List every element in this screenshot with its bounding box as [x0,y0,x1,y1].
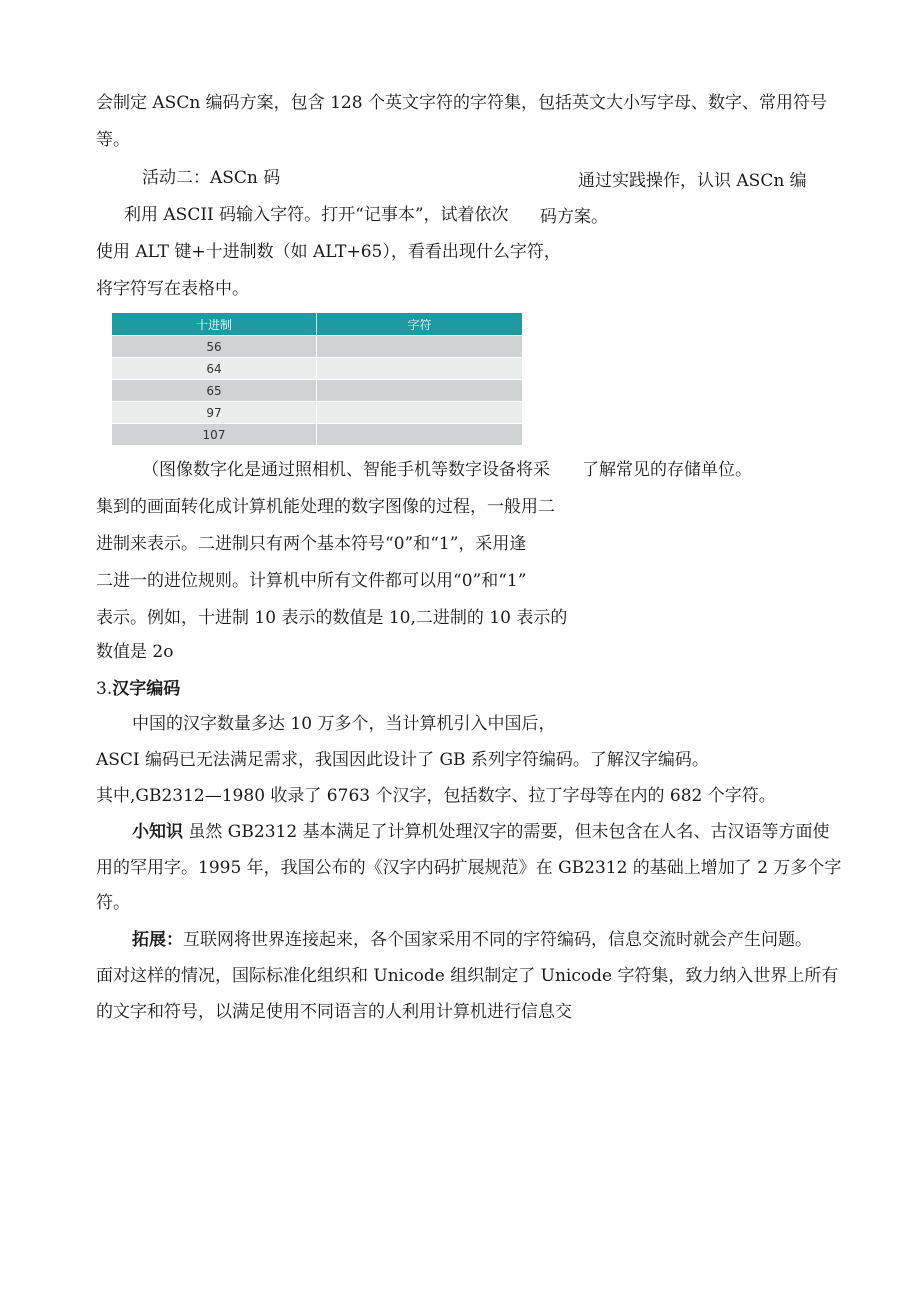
table-row [112,424,522,446]
header-char: 字符 [317,313,523,336]
char-cell[interactable] [317,380,523,402]
extension-line-1 [132,929,812,951]
section-3-heading [96,678,180,700]
section-3-number: 3. [96,679,113,699]
tip-text-1: 虽然 GB2312 基本满足了计算机处理汉字的需要，但未包含在人名、古汉语等方面使 [183,822,830,842]
decimal-cell: 65 [112,380,317,402]
table-row [112,336,522,358]
char-cell[interactable] [317,424,523,446]
storage-unit-note: 了解常见的存储单位。 [582,460,752,480]
digitization-line-5: 表示。例如，十进制 10 表示的数值是 10,二进制的 10 表示的 [96,608,568,628]
extension-label: 拓展： [132,930,183,950]
tip-line-1 [132,821,830,843]
section-3-line-3: 其中,GB2312—1980 收录了 6763 个汉字，包括数字、拉丁字母等在内的 682 个字符。 [96,786,776,806]
activity-text-line-2: 使用 ALT 键+十进制数（如 ALT+65），看看出现什么字符， [96,242,561,262]
intro-line-2: 等。 [96,130,130,150]
tip-line-2: 用的罕用字。1995 年，我国公布的《汉字内码扩展规范》在 GB2312 的基础上增加了 2 万多个字 [96,858,842,878]
decimal-cell: 97 [112,402,317,424]
extension-text-1: 互联网将世界连接起来，各个国家采用不同的字符编码，信息交流时就会产生问题。 [183,930,812,950]
header-decimal: 十进制 [112,313,317,336]
intro-line-1: 会制定 ASCn 编码方案，包含 128 个英文字符的字符集，包括英文大小写字母、数字、常用符号 [96,93,827,113]
char-cell[interactable] [317,336,523,358]
tip-label: 小知识 [132,822,183,842]
activity-goal-line-1: 通过实践操作，认识 ASCn 编 [578,171,807,191]
digitization-line-1: （图像数字化是通过照相机、智能手机等数字设备将采 [142,460,550,480]
table-header-row [112,313,522,336]
table-row [112,358,522,380]
digitization-line-2: 集到的画面转化成计算机能处理的数字图像的过程，一般用二 [96,497,555,517]
section-3-line-2: ASCI 编码已无法满足需求，我国因此设计了 GB 系列字符编码。了解汉字编码。 [96,750,709,770]
section-3-line-1: 中国的汉字数量多达 10 万多个，当计算机引入中国后， [132,714,556,734]
activity-title: 活动二：ASCn 码 [142,168,281,188]
activity-goal-line-2: 码方案。 [540,207,608,227]
activity-text-line-3: 将字符写在表格中。 [96,279,249,299]
table-row [112,402,522,424]
extension-line-2: 面对这样的情况，国际标准化组织和 Unicode 组织制定了 Unicode 字符集，致力纳入世界上所有 [96,966,839,986]
decimal-cell: 107 [112,424,317,446]
table-row [112,380,522,402]
char-cell[interactable] [317,358,523,380]
decimal-cell: 64 [112,358,317,380]
tip-line-3: 符。 [96,893,130,913]
char-cell[interactable] [317,402,523,424]
ascii-table [112,313,522,445]
digitization-line-4: 二进一的进位规则。计算机中所有文件都可以用“0”和“1” [96,571,527,591]
activity-text-line-1: 利用 ASCII 码输入字符。打开“记事本”，试着依次 [124,205,509,225]
decimal-cell: 56 [112,336,317,358]
digitization-line-6: 数值是 2o [96,642,174,662]
section-3-title: 汉字编码 [112,679,181,699]
digitization-line-3: 进制来表示。二进制只有两个基本符号“0”和“1”，采用逢 [96,534,527,554]
extension-line-3: 的文字和符号，以满足使用不同语言的人利用计算机进行信息交 [96,1002,572,1022]
